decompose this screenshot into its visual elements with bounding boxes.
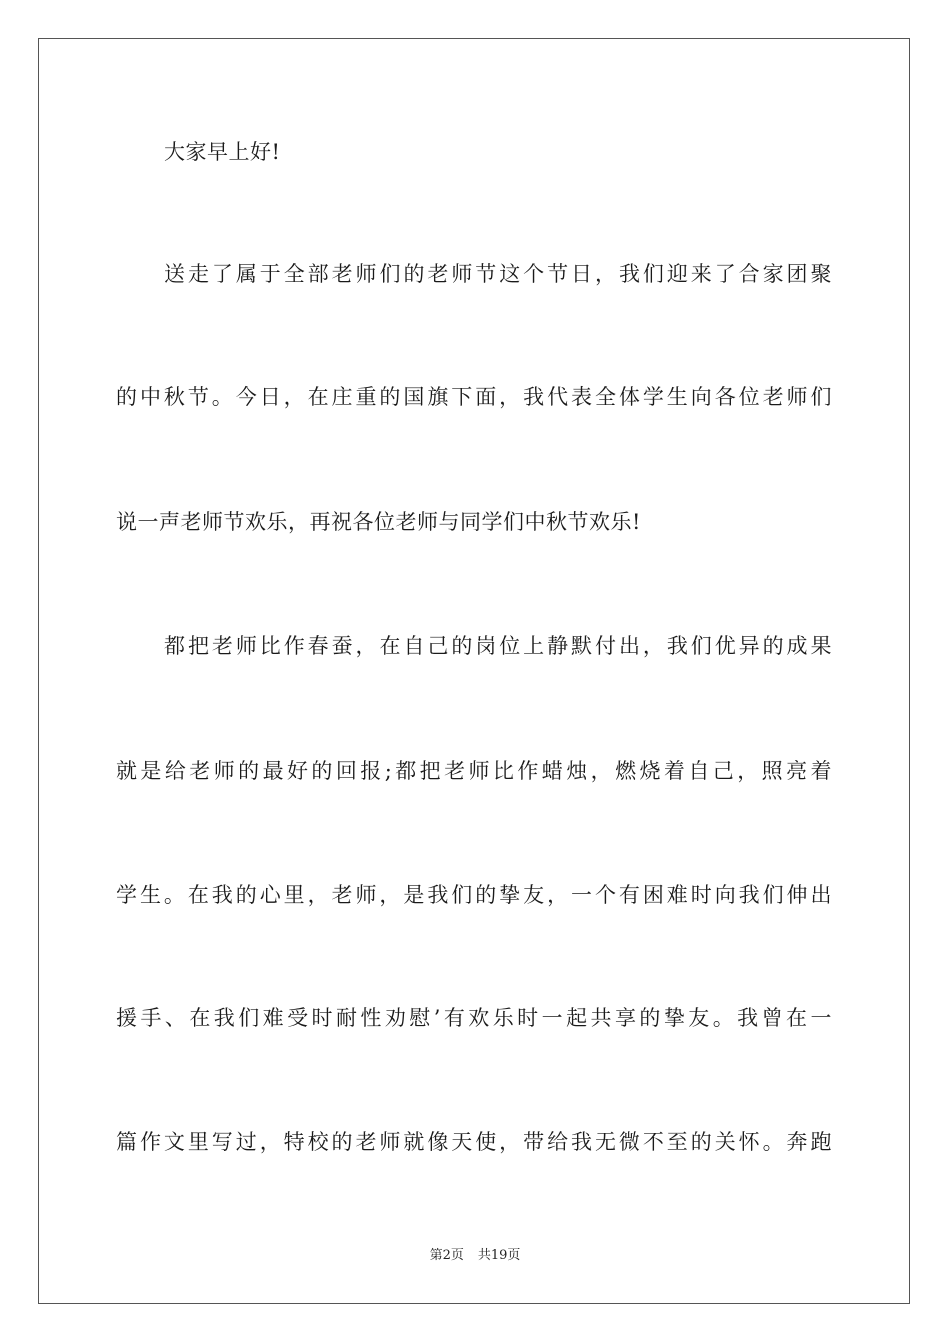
paragraph-2-line-5: 篇作文里写过，特校的老师就像天使，带给我无微不至的关怀。奔跑 (116, 1130, 832, 1154)
paragraph-2-line-1: 都把老师比作春蚕，在自己的岗位上静默付出，我们优异的成果 (164, 634, 832, 658)
paragraph-2-line-2: 就是给老师的最好的回报;都把老师比作蜡烛，燃烧着自己，照亮着 (116, 759, 832, 783)
paragraph-2-line-3: 学生。在我的心里，老师，是我们的挚友，一个有困难时向我们伸出 (116, 883, 832, 907)
total-pages: 共19页 (477, 1248, 521, 1263)
paragraph-1-line-1: 送走了属于全部老师们的老师节这个节日，我们迎来了合家团聚 (164, 262, 832, 286)
page-border (38, 38, 910, 1304)
paragraph-1-line-2: 的中秋节。今日，在庄重的国旗下面，我代表全体学生向各位老师们 (116, 385, 832, 409)
paragraph-2-line-4: 援手、在我们难受时耐性劝慰’有欢乐时一起共享的挚友。我曾在一 (116, 1006, 832, 1030)
page-footer (0, 1247, 950, 1265)
greeting-line: 大家早上好! (164, 140, 281, 164)
paragraph-1-line-3: 说一声老师节欢乐，再祝各位老师与同学们中秋节欢乐! (116, 510, 641, 534)
page-number: 第2页 (429, 1248, 464, 1263)
